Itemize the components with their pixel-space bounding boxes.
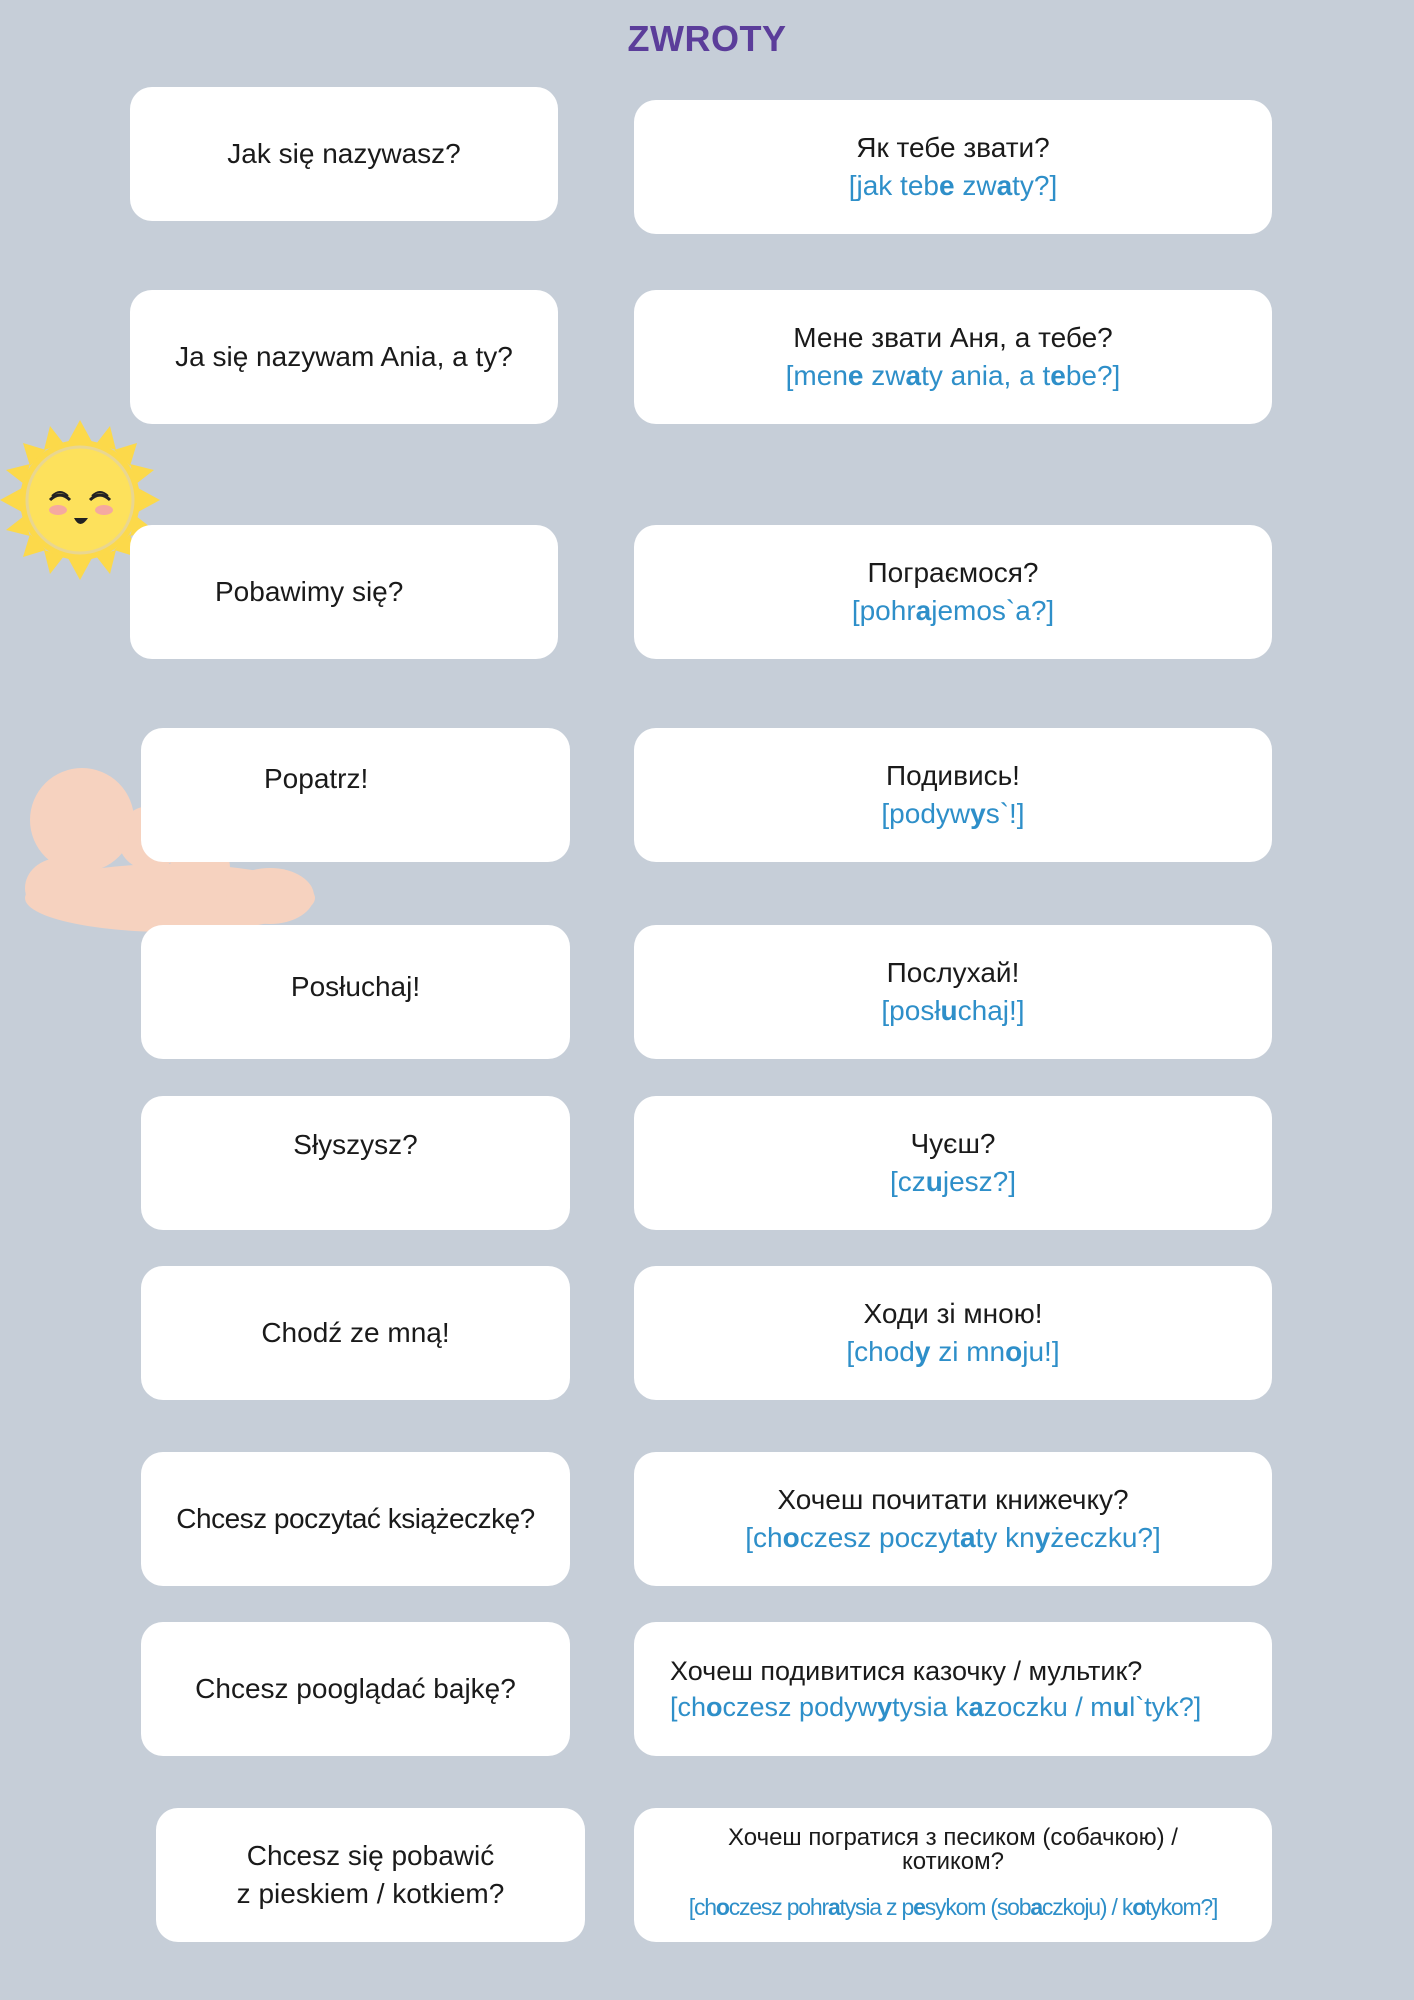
ukrainian-phrase: Ходи зі мною! bbox=[863, 1298, 1043, 1330]
ukrainian-phrase-card bbox=[634, 290, 1272, 424]
transcription: [mene zwaty ania, a tebe?] bbox=[785, 360, 1121, 391]
polish-phrase: Ja się nazywam Ania, a ty? bbox=[175, 341, 513, 373]
transcription: [posłuchaj!] bbox=[881, 995, 1025, 1026]
polish-phrase: Pobawimy się? bbox=[215, 576, 404, 608]
polish-phrase-card bbox=[130, 290, 558, 424]
transcription: [czujesz?] bbox=[889, 1166, 1017, 1197]
polish-phrase-card bbox=[156, 1808, 585, 1942]
ukrainian-phrase-card bbox=[634, 728, 1272, 862]
polish-phrase: Popatrz! bbox=[264, 763, 369, 794]
polish-phrase: Chodź ze mną! bbox=[261, 1317, 450, 1349]
ukrainian-phrase: Хочеш погратися з песиком (собачкою) / котиком? bbox=[728, 1824, 1178, 1876]
ukrainian-phrase: Як тебе звати? bbox=[856, 132, 1050, 164]
ukrainian-phrase-card bbox=[634, 1266, 1272, 1400]
ukrainian-phrase: Послухай! bbox=[886, 957, 1020, 989]
transcription: [choczesz podywytysia kazoczku / mul`tyk?] bbox=[670, 1692, 1202, 1722]
polish-phrase: Chcesz się pobawić z pieskiem / kotkiem? bbox=[236, 1840, 505, 1909]
ukrainian-phrase: Хочеш подивитися казочку / мультик? bbox=[670, 1655, 1143, 1686]
polish-phrase-card bbox=[130, 525, 558, 659]
ukrainian-phrase-card bbox=[634, 1452, 1272, 1586]
ukrainian-phrase: Хочеш почитати книжечку? bbox=[777, 1484, 1129, 1516]
ukrainian-phrase-card bbox=[634, 100, 1272, 234]
ukrainian-phrase-card bbox=[634, 1622, 1272, 1756]
polish-phrase-card bbox=[141, 1266, 570, 1400]
polish-phrase: Chcesz pooglądać bajkę? bbox=[195, 1673, 516, 1705]
transcription: [jak tebe zwaty?] bbox=[848, 170, 1058, 201]
transcription: [podywys`!] bbox=[881, 798, 1025, 829]
ukrainian-phrase: Пограємося? bbox=[867, 557, 1039, 589]
polish-phrase: Jak się nazywasz? bbox=[227, 138, 461, 170]
transcription: [choczesz poczytaty knyżeczku?] bbox=[745, 1522, 1161, 1553]
ukrainian-phrase-card bbox=[634, 1096, 1272, 1230]
polish-phrase: Posłuchaj! bbox=[290, 971, 421, 1003]
transcription: [choczesz pohratysia z pesykom (sobaczkoju) / kotykom?] bbox=[688, 1894, 1218, 1921]
ukrainian-phrase-card bbox=[634, 525, 1272, 659]
polish-phrase: Słyszysz? bbox=[293, 1129, 418, 1160]
polish-phrase-card bbox=[141, 1096, 570, 1230]
page-title: ZWROTY bbox=[627, 18, 787, 59]
polish-phrase-card bbox=[130, 87, 558, 221]
polish-phrase-card bbox=[141, 1622, 570, 1756]
polish-phrase-card bbox=[141, 728, 570, 862]
ukrainian-phrase-card bbox=[634, 1808, 1272, 1942]
ukrainian-phrase-card bbox=[634, 925, 1272, 1059]
ukrainian-phrase: Подивись! bbox=[886, 760, 1020, 792]
transcription: [chody zi mnoju!] bbox=[846, 1336, 1060, 1367]
transcription: [pohrajemos`a?] bbox=[851, 595, 1055, 626]
polish-phrase-card bbox=[141, 1452, 570, 1586]
ukrainian-phrase: Чуєш? bbox=[910, 1128, 996, 1160]
ukrainian-phrase: Мене звати Аня, а тебе? bbox=[793, 322, 1113, 354]
polish-phrase-card bbox=[141, 925, 570, 1059]
polish-phrase: Chcesz poczytać książeczkę? bbox=[176, 1503, 535, 1535]
